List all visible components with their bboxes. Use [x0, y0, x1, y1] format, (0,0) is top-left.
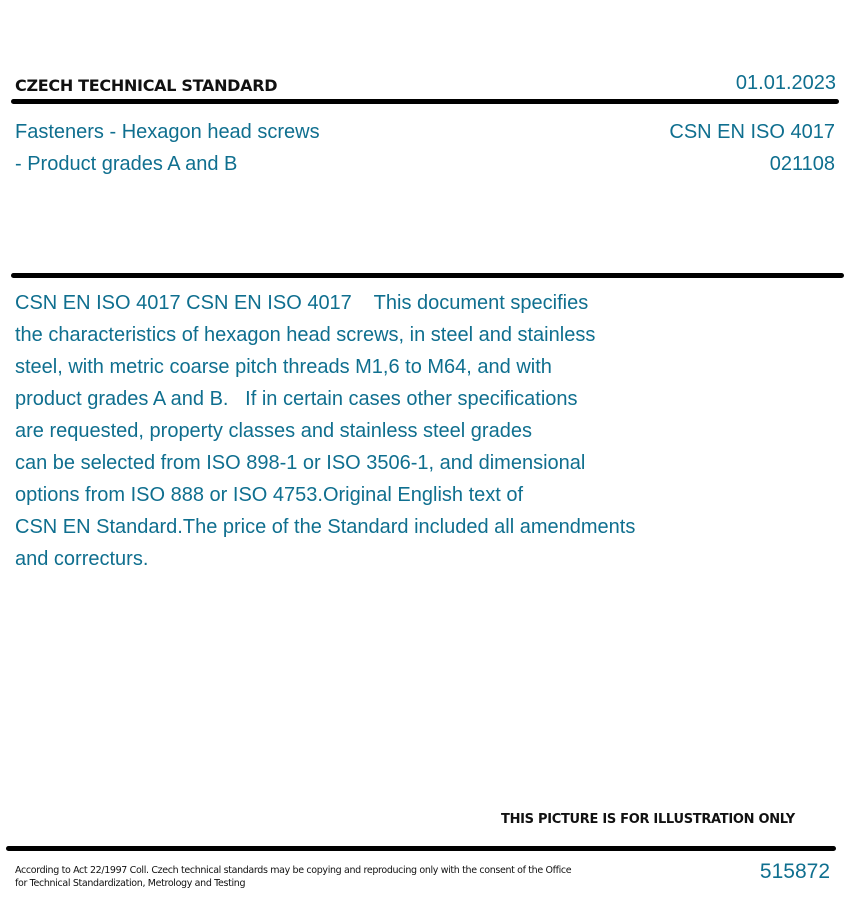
title-line-2: - Product grades A and B: [15, 153, 238, 175]
legal-notice: [15, 864, 571, 890]
title-line-1: Fasteners - Hexagon head screws: [15, 121, 320, 143]
description-line: the characteristics of hexagon head screws, in steel and stainless: [15, 324, 596, 346]
description-line: are requested, property classes and stainless steel grades: [15, 420, 532, 442]
description-line: CSN EN Standard.The price of the Standard included all amendments: [15, 516, 636, 538]
header-divider: [11, 99, 839, 104]
title-divider: [11, 273, 844, 278]
description-line: can be selected from ISO 898-1 or ISO 3506-1, and dimensional: [15, 452, 586, 474]
document-title: [15, 116, 320, 180]
description-line: options from ISO 888 or ISO 4753.Original English text of: [15, 484, 524, 506]
illustration-note: THIS PICTURE IS FOR ILLUSTRATION ONLY: [501, 812, 795, 827]
classification-code: 021108: [769, 153, 835, 175]
legal-line-1: According to Act 22/1997 Coll. Czech technical standards may be copying and reproducing only with the consent of the Office: [15, 865, 572, 876]
standard-number: CSN EN ISO 4017: [669, 121, 835, 143]
description-line: CSN EN ISO 4017 CSN EN ISO 4017 This document specifies: [15, 292, 589, 314]
brand-heading: CZECH TECHNICAL STANDARD: [15, 76, 278, 95]
description-line: steel, with metric coarse pitch threads M1,6 to M64, and with: [15, 356, 552, 378]
footer-divider: [6, 846, 836, 851]
document-description: [15, 287, 715, 575]
description-line: product grades A and B. If in certain cases other specifications: [15, 388, 578, 410]
description-line: and correcturs.: [15, 548, 149, 570]
publication-date: 01.01.2023: [735, 72, 836, 94]
standard-codes: [669, 116, 835, 180]
legal-line-2: for Technical Standardization, Metrology and Testing: [15, 878, 246, 889]
document-id: 515872: [759, 860, 830, 883]
